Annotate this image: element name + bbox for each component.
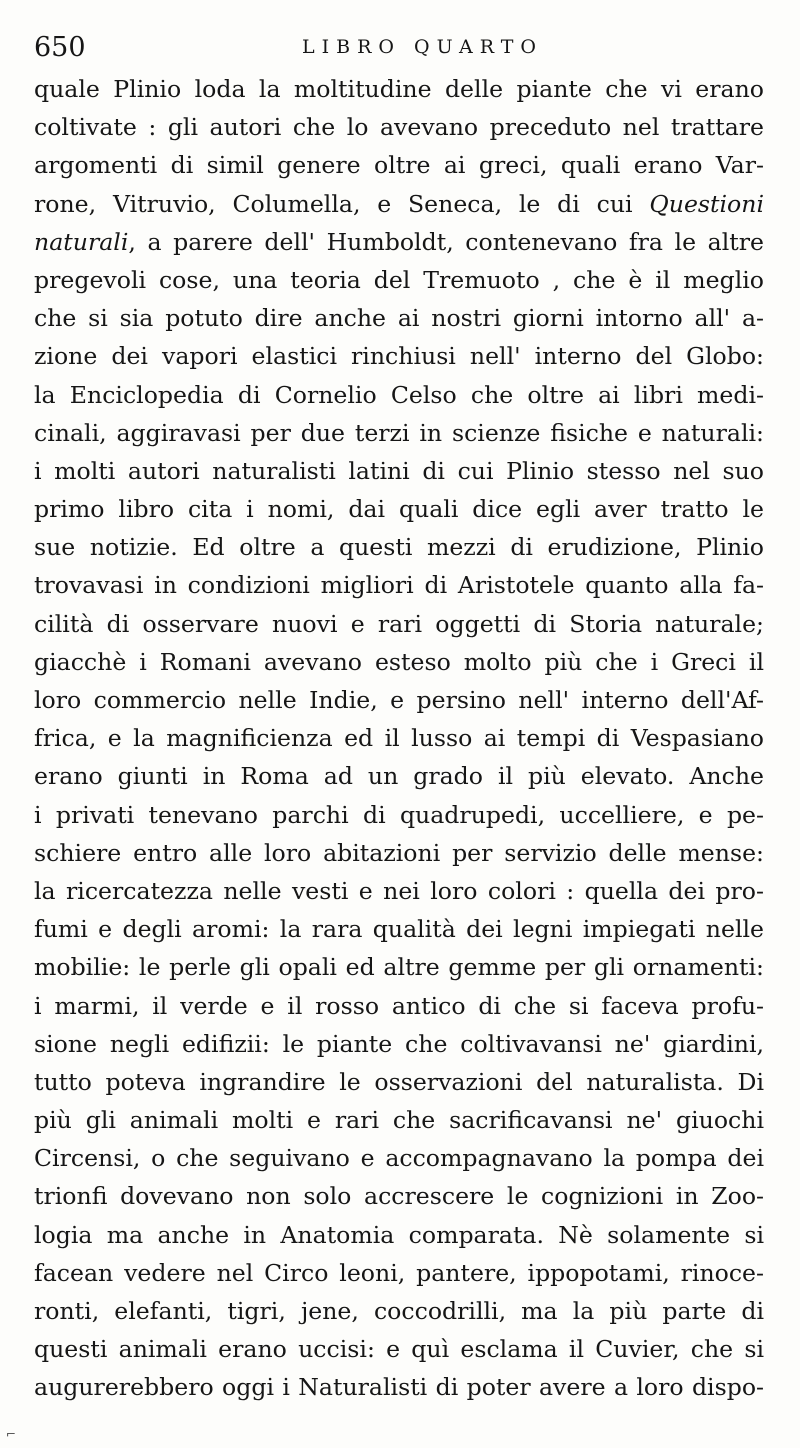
text-line-32: facean vedere nel Circo leoni, pantere, ippopotami, rinoce- bbox=[34, 1258, 764, 1287]
text-line-34: questi animali erano uccisi: e quì esclama il Cuvier, che si bbox=[34, 1335, 764, 1364]
text-line-9: la Enciclopedia di Cornelio Celso che oltre ai libri medi- bbox=[34, 380, 764, 409]
text-line-6: pregevoli cose, una teoria del Tremuoto , che è il meglio bbox=[34, 265, 764, 294]
text-line-35: augurerebbero oggi i Naturalisti di poter avere a loro dispo- bbox=[34, 1373, 764, 1402]
text-line-14: trovavasi in condizioni migliori di Aristotele quanto alla fa- bbox=[34, 571, 764, 600]
text-line-21: schiere entro alle loro abitazioni per servizio delle mense: bbox=[34, 838, 764, 867]
text-line-11: i molti autori naturalisti latini di cui Plinio stesso nel suo bbox=[34, 456, 764, 485]
text-line-29: Circensi, o che seguivano e accompagnavano la pompa dei bbox=[34, 1144, 764, 1173]
text-line-30: trionfi dovevano non solo accrescere le cognizioni in Zoo- bbox=[34, 1182, 764, 1211]
text-line-7: che si sia potuto dire anche ai nostri giorni intorno all' a- bbox=[34, 304, 764, 333]
text-line-10: cinali, aggiravasi per due terzi in scienze fisiche e naturali: bbox=[34, 418, 764, 447]
text-line-26: sione negli edifizii: le piante che coltivavansi ne' giardini, bbox=[34, 1029, 764, 1058]
running-head bbox=[34, 32, 764, 62]
italic-naturali: naturali bbox=[34, 227, 129, 256]
text-line-3: argomenti di simil genere oltre ai greci, quali erano Var- bbox=[34, 151, 764, 180]
text-line-23: fumi e degli aromi: la rara qualità dei legni impiegati nelle bbox=[34, 915, 764, 944]
text-line-19: erano giunti in Roma ad un grado il più elevato. Anche bbox=[34, 762, 764, 791]
text-line-17: loro commercio nelle Indie, e persino nell' interno dell'Af- bbox=[34, 686, 764, 714]
chapter-title: LIBRO QUARTO bbox=[302, 36, 543, 58]
text-line-33: ronti, elefanti, tigri, jene, coccodrilli, ma la più parte di bbox=[34, 1297, 764, 1325]
text-line-27: tutto poteva ingrandire le osservazioni del naturalista. Di bbox=[34, 1067, 764, 1096]
text-line-15: cilità di osservare nuovi e rari oggetti di Storia naturale; bbox=[34, 609, 764, 638]
text-line-16: giacchè i Romani avevano esteso molto più che i Greci il bbox=[34, 647, 764, 676]
text-line-24: mobilie: le perle gli opali ed altre gemme per gli ornamenti: bbox=[34, 953, 764, 982]
italic-questioni: Questioni bbox=[649, 189, 764, 218]
text-line-1: quale Plinio loda la moltitudine delle piante che vi erano bbox=[34, 75, 764, 103]
text-line-5-roman: , a parere dell' Humboldt, contenevano fra le altre bbox=[128, 227, 764, 256]
text-line-28: più gli animali molti e rari che sacrificavansi ne' giuochi bbox=[34, 1106, 764, 1135]
text-line-12: primo libro cita i nomi, dai quali dice egli aver tratto le bbox=[34, 495, 764, 524]
scan-corner-mark: ⌐ bbox=[6, 1427, 17, 1441]
body-text bbox=[34, 70, 764, 1407]
text-line-22: la ricercatezza nelle vesti e nei loro colori : quella dei pro- bbox=[34, 876, 764, 905]
text-line-4 bbox=[34, 185, 764, 223]
text-line-2: coltivate : gli autori che lo avevano preceduto nel trattare bbox=[34, 113, 764, 142]
text-line-8: zione dei vapori elastici rinchiusi nell' interno del Globo: bbox=[34, 342, 764, 371]
text-line-13: sue notizie. Ed oltre a questi mezzi di erudizione, Plinio bbox=[34, 533, 764, 562]
text-line-4-roman: rone, Vitruvio, Columella, e Seneca, le di cui bbox=[34, 189, 633, 218]
text-line-31: logia ma anche in Anatomia comparata. Nè solamente si bbox=[34, 1220, 764, 1249]
text-line-20: i privati tenevano parchi di quadrupedi, uccelliere, e pe- bbox=[34, 800, 764, 829]
text-line-25: i marmi, il verde e il rosso antico di che si faceva profu- bbox=[34, 991, 764, 1020]
text-line-18: frica, e la magnificienza ed il lusso ai tempi di Vespasiano bbox=[34, 724, 764, 753]
text-line-5 bbox=[34, 223, 764, 261]
page-number: 650 bbox=[34, 32, 86, 63]
